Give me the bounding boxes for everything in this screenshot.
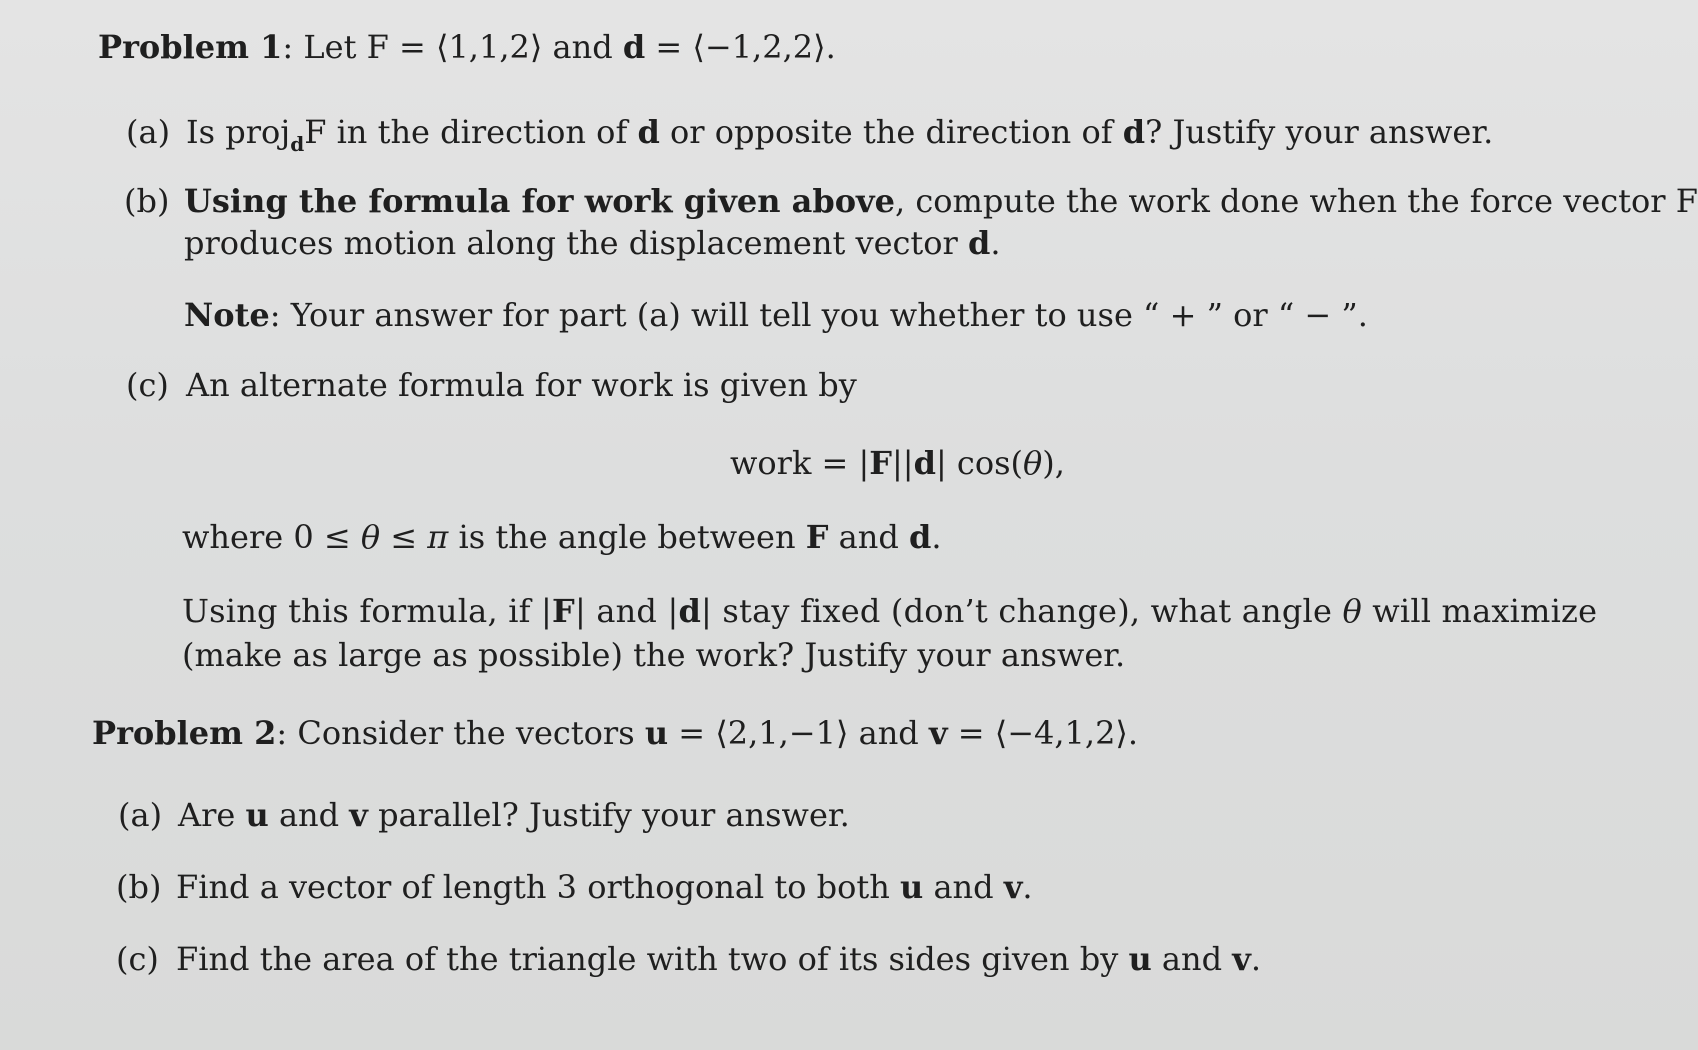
vector-u: u [644,714,669,752]
vector-d: d [908,518,932,556]
part-a-text: Is proj [186,113,291,151]
part-b-label: (b) [124,182,170,220]
pi: π [427,518,449,556]
vector-d: d [968,224,991,262]
problem1-text-end: = ⟨−1,2,2⟩. [645,28,836,66]
problem1-part-c [126,368,857,403]
problem2-part-c [116,942,1261,977]
vector-u: u [1128,940,1152,978]
part-b-text: . [990,224,1001,262]
theta: θ [1342,592,1362,630]
part-c-text: and [1151,940,1233,978]
problem1-text: : Let F = ⟨1,1,2⟩ and [282,28,623,66]
part-a-text: F in the direction of [304,113,638,151]
vector-d: d [1122,113,1146,151]
vector-v: v [928,714,948,752]
part-b-text: , compute the work done when the force vector F [895,182,1698,220]
part-c-text: . [1250,940,1261,978]
part-a-label: (a) [126,113,171,151]
problem2-text: = ⟨−4,1,2⟩. [947,714,1139,752]
proj-subscript: d [290,132,305,156]
part-b-text: . [1022,868,1033,906]
problem2-heading [92,716,1138,751]
problem2-text: = ⟨2,1,−1⟩ and [668,714,929,752]
theta: θ [360,518,381,556]
using-text: Using this formula, if | [182,592,553,630]
note-text: : Your answer for part (a) will tell you whether to use “ + ” or “ − ”. [269,296,1368,334]
vector-u: u [245,796,269,834]
vector-d: d [637,113,660,151]
problem1-d: d [622,28,646,66]
vector-v: v [349,796,368,834]
vector-F: F [552,592,575,630]
note-label: Note [184,296,270,334]
part-a-label: (a) [118,796,163,834]
vector-F: F [805,518,829,556]
vector-u: u [900,868,924,906]
part-a-text: and [268,796,350,834]
part-b-label: (b) [116,868,162,906]
problem1-part-b-line2 [184,226,1001,261]
where-text: and [828,518,909,556]
part-b-text: Find a vector of length 3 orthogonal to both [176,868,901,906]
using-text: will maximize [1361,592,1598,630]
using-text: | stay fixed (don’t change), what angle [701,592,1343,630]
part-c-text: Find the area of the triangle with two of its sides given by [176,940,1129,978]
problem1-part-b [124,184,1698,219]
part-c-label: (c) [116,940,159,978]
using-line2 [182,638,1125,673]
problem1-heading [98,30,836,65]
where-text: is the angle between [448,518,806,556]
formula-text: ), [1042,444,1065,482]
part-c-label: (c) [126,366,169,404]
part-b-text: produces motion along the displacement vector [184,224,969,262]
note [184,298,1368,333]
problem1-title: Problem 1 [98,28,283,66]
where-text: ≤ [380,518,428,556]
where-line [182,520,942,555]
part-c-text: An alternate formula for work is given by [186,366,857,404]
part-a-text: ? Justify your answer. [1145,113,1494,151]
formula-text: || [892,444,914,482]
vector-v: v [1003,868,1023,906]
part-b-bold: Using the formula for work given above [184,182,895,220]
part-b-text: and [923,868,1004,906]
using-text: (make as large as possible) the work? Justify your answer. [182,636,1126,674]
problem1-part-a [126,115,1493,155]
theta: θ [1022,444,1043,482]
problem2-text: : Consider the vectors [276,714,645,752]
formula-text: | cos( [935,444,1023,482]
where-text: . [931,518,942,556]
work-formula [730,446,1065,481]
where-text: where 0 ≤ [182,518,361,556]
using-line [182,594,1597,629]
vector-d: d [913,444,936,482]
using-text: | and | [574,592,679,630]
vector-d: d [678,592,702,630]
part-a-text: Are [178,796,246,834]
problem2-part-a [118,798,850,833]
vector-v: v [1232,940,1251,978]
part-a-text: parallel? Justify your answer. [367,796,850,834]
formula-text: work = | [730,444,870,482]
part-a-text: or opposite the direction of [659,113,1123,151]
vector-F: F [869,444,892,482]
problem2-part-b [116,870,1033,905]
problem2-title: Problem 2 [92,714,277,752]
